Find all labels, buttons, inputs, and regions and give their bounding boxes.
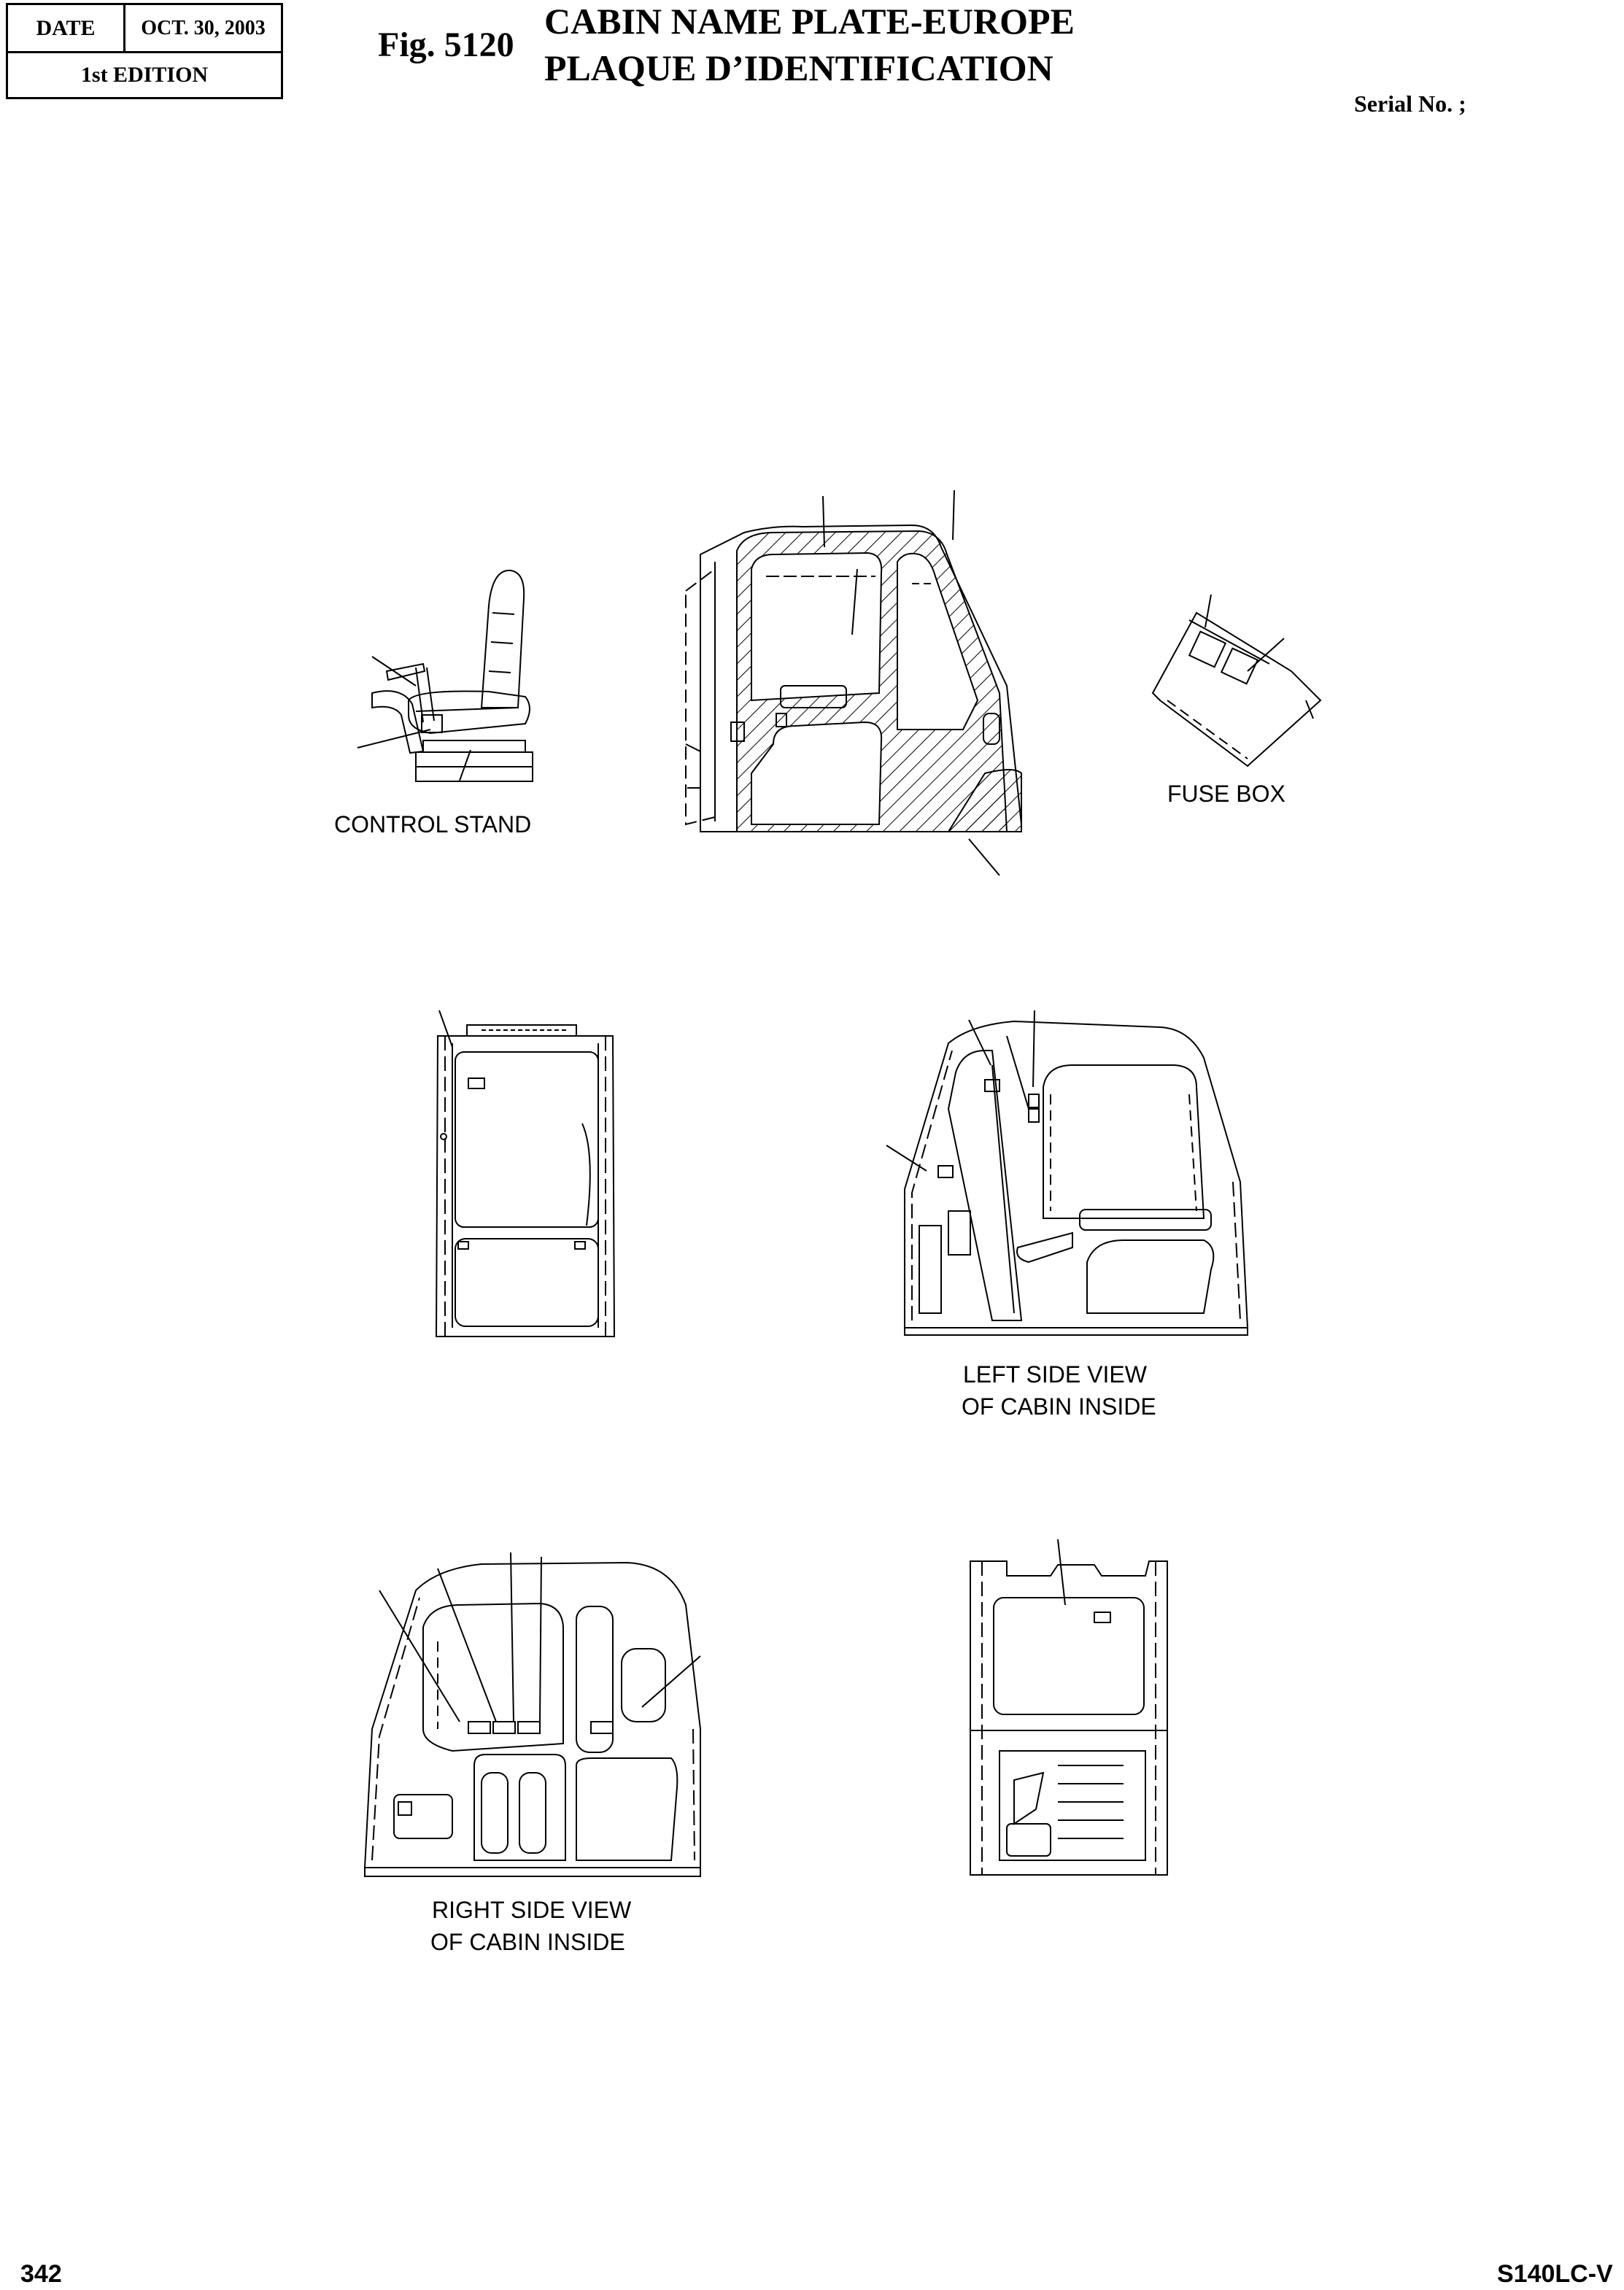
figure-number: Fig. 5120 — [378, 26, 514, 64]
fuse-box-drawing — [1145, 584, 1335, 773]
caption-control-stand: CONTROL STAND — [334, 811, 532, 838]
right-side-view-drawing — [350, 1547, 715, 1882]
left-side-view-drawing — [883, 1007, 1262, 1342]
model-number: S140LC-V — [1497, 2260, 1613, 2288]
page-title: CABIN NAME PLATE-EUROPE — [544, 1, 1075, 42]
page-number: 342 — [20, 2260, 62, 2288]
cabin-rear-view-drawing — [956, 1532, 1175, 1882]
cabin-exterior-drawing — [671, 481, 1036, 883]
page-subtitle: PLAQUE D’IDENTIFICATION — [544, 47, 1053, 88]
edition-label: 1st EDITION — [80, 63, 209, 87]
date-row — [8, 5, 281, 53]
date-label: DATE — [36, 15, 96, 40]
cabin-front-view-drawing — [423, 1007, 627, 1342]
caption-fuse-box: FUSE BOX — [1167, 781, 1285, 807]
caption-left-side-line1: LEFT SIDE VIEW — [963, 1361, 1147, 1388]
caption-left-side-line2: OF CABIN INSIDE — [962, 1393, 1156, 1420]
caption-right-side-line1: RIGHT SIDE VIEW — [432, 1897, 632, 1923]
date-value: OCT. 30, 2003 — [141, 16, 266, 39]
serial-number-label: Serial No. ; — [1354, 90, 1466, 117]
control-stand-drawing — [343, 562, 547, 795]
caption-right-side-line2: OF CABIN INSIDE — [430, 1929, 625, 1955]
date-edition-box — [6, 3, 283, 99]
